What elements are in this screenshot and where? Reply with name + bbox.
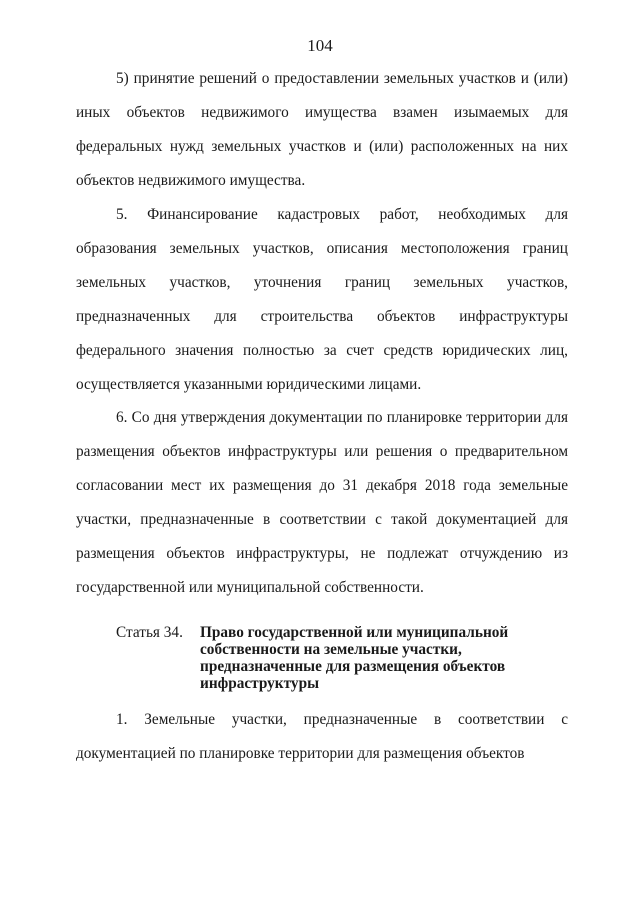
article-number: Статья 34.: [116, 624, 183, 641]
paragraph-item-5: [76, 62, 568, 198]
article-title: Право государственной или муниципальной собственности на земельные участки, предназначенные для размещения объектов инфраструктуры: [200, 624, 509, 692]
paragraph-text: 1. Земельные участки, предназначенные в соответствии с документацией по планировке территории для размещения объектов: [76, 711, 568, 762]
paragraph-financing: [76, 198, 568, 402]
paragraph-text: 5. Финансирование кадастровых работ, необходимых для образования земельных участков, описания местоположения границ земельных участков, уточнения границ земельных участков, предназначенных для строительства объектов инфраструктуры федерального значения полностью за счет средств юридических лиц, осуществляется указанными юридическими лицами.: [76, 206, 568, 393]
paragraph-text: 5) принятие решений о предоставлении земельных участков и (или) иных объектов недвижимого имущества взамен изымаемых для федеральных нужд земельных участков и (или) расположенных на них объектов недвижимого имущества.: [76, 70, 568, 189]
paragraph-article-34-1: [76, 703, 568, 771]
paragraph-text: 6. Со дня утверждения документации по планировке территории для размещения объектов инфраструктуры или решения о предварительном согласовании мест их размещения до 31 декабря 2018 года земельные участки, предназначенные в соответствии с такой документацией для размещения объектов инфраструктуры, не подлежат отчуждению из государственной или муниципальной собственности.: [76, 409, 568, 596]
page-number: 104: [307, 36, 333, 55]
paragraph-alienation-restriction: [76, 401, 568, 605]
